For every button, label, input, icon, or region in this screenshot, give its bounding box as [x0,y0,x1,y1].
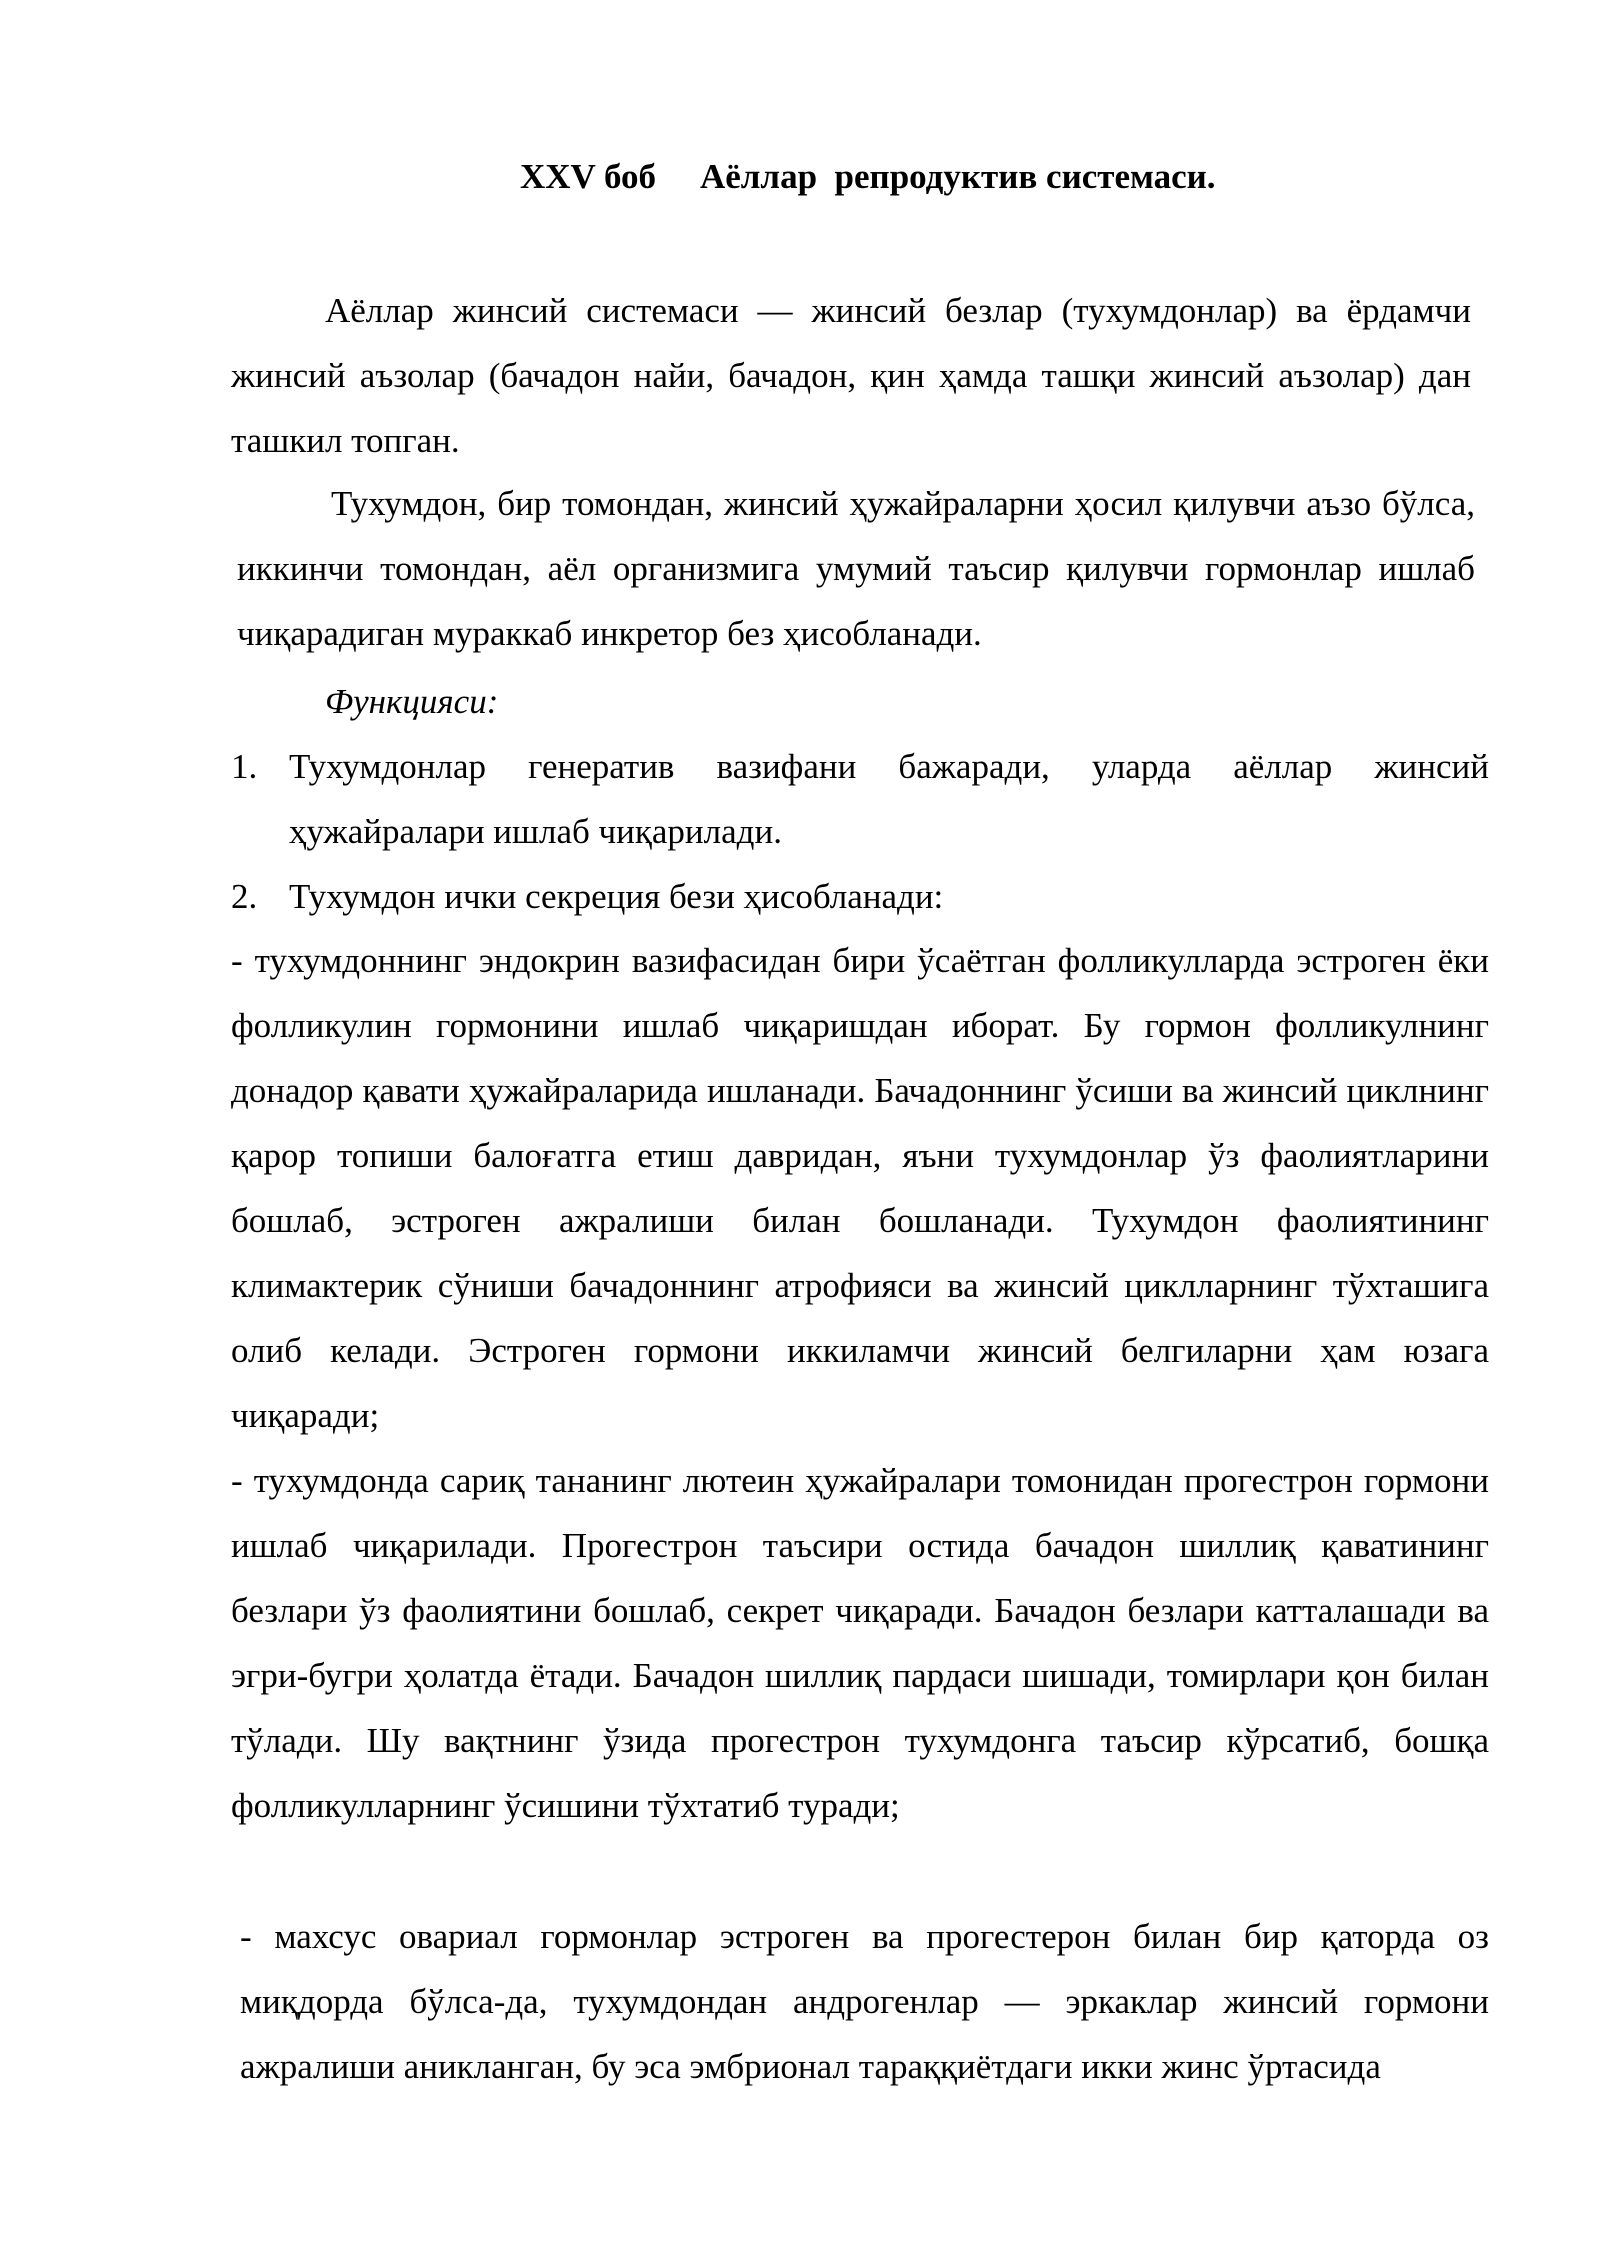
chapter-number: XXV боб [520,157,656,196]
functions-list [231,734,1489,929]
dash-item-estrogen: - тухумдоннинг эндокрин вазифасидан бири ўсаётган фолликулларда эстроген ёки фолликулин гормонини ишлаб чиқаришдан иборат. Бу гормон фолликулнинг донадор қавати ҳужайраларида ишланади. Бачадоннинг ўсиши ва жинсий циклнинг қарор топиши балоғатга етиш давридан, яъни тухумдонлар ўз фаолиятларини бошлаб, эстроген ажралиши билан бошланади. Тухумдон фаолиятининг климактерик сўниши бачадоннинг атрофияси ва жинсий циклларнинг тўхташига олиб келади. Эстроген гормони иккиламчи жинсий белгиларни ҳам юзага чиқаради; [231,941,1489,1435]
list-item-text: Тухумдонлар генератив вазифани бажаради, уларда аёллар жинсий ҳужайралари ишлаб чиқарилади. [289,747,1489,851]
list-item-text: Тухумдон ички секреция бези ҳисобланади: [289,877,944,916]
list-item [231,734,1489,864]
functions-heading: Функцияси: [325,682,499,721]
paragraph-intro: Аёллар жинсий системаси — жинсий безлар (тухумдонлар) ва ёрдамчи жинсий аъзолар (бачадон найи, бачадон, қин ҳамда ташқи жинсий аъзолар) дан ташкил топган. [231,291,1471,460]
paragraph-ovary: Тухумдон, бир томондан, жинсий ҳужайраларни ҳосил қилувчи аъзо бўлса, иккинчи томондан, аёл организмига умумий таъсир қилувчи гормонлар ишлаб чиқарадиган мураккаб инкретор без ҳисобланади. [237,484,1475,653]
dash-item-progesterone: - тухумдонда сариқ тананинг лютеин ҳужайралари томонидан прогестрон гормони ишлаб чиқарилади. Прогестрон таъсири остида бачадон шиллиқ қаватининг безлари ўз фаолиятини бошлаб, секрет чиқаради. Бачадон безлари катталашади ва эгри-бугри ҳолатда ётади. Бачадон шиллиқ пардаси шишади, томирлари қон билан тўлади. Шу вақтнинг ўзида прогестрон тухумдонга таъсир кўрсатиб, бошқа фолликулларнинг ўсишини тўхтатиб туради; [231,1461,1489,1825]
chapter-title [520,153,1216,201]
dash-item-androgens: - махсус овариал гормонлар эстроген ва прогестерон билан бир қаторда оз миқдорда бўлса-да, тухумдондан андрогенлар — эркаклар жинсий гормони ажралиши аникланган, бу эса эмбрионал тараққиётдаги икки жинс ўртасида [240,1917,1489,2086]
list-item [231,864,1489,929]
chapter-title-text: Аёллар репродуктив системаси. [699,157,1216,196]
list-item-number: 1. [231,747,258,786]
list-item-number: 2. [231,877,258,916]
